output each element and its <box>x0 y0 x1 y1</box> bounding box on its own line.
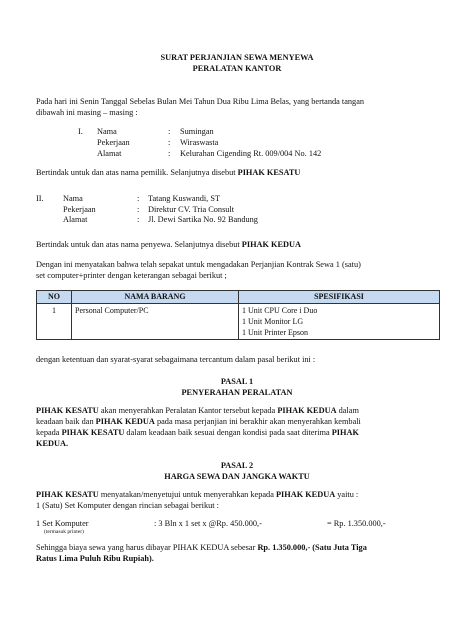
calc-result: = Rp. 1.350.000,- <box>327 519 386 528</box>
party1-statement <box>36 167 300 178</box>
agreement-line-1: Dengan ini menyatakan bahwa telah sepakat untuk mengadakan Perjanjian Kontrak Sewa 1 (satu) <box>36 260 361 269</box>
spec-line: 1 Unit Printer Epson <box>242 328 308 337</box>
pasal1-line-1 <box>36 405 440 416</box>
party1-address-sep: : <box>168 149 171 158</box>
pasal1-text: akan menyerahkan Peralatan Kantor tersebut kepada <box>98 406 278 415</box>
intro-line-2: dibawah ini masing – masing : <box>36 108 138 117</box>
party1-statement-text: Bertindak untuk dan atas nama pemilik. Selanjutnya disebut <box>36 168 238 177</box>
party1-ref: PIHAK KESATU <box>61 428 125 437</box>
party2-statement <box>36 239 301 250</box>
agreement-line-2: set computer+printer dengan keterangan sebagai berikut ; <box>36 271 227 280</box>
pasal2-line-2: 1 (Satu) Set Komputer dengan rincian sebagai berikut : <box>36 501 219 510</box>
column-header-item-name: NAMA BARANG <box>72 291 239 304</box>
party1-job-sep: : <box>168 138 171 147</box>
party2-designation: PIHAK KEDUA <box>241 240 301 249</box>
pasal2-text: menyatakan/menyetujui untuk menyerahkan kepada <box>98 490 276 499</box>
pasal1-line-3 <box>36 427 440 438</box>
pasal1-text: dalam <box>336 406 359 415</box>
party1-job-label: Pekerjaan <box>97 138 130 147</box>
party1-name-sep: : <box>168 127 171 136</box>
party1-name-label: Nama <box>97 127 117 136</box>
party2-ref: KEDUA. <box>36 439 69 448</box>
party1-ref: PIHAK KESATU <box>36 490 99 499</box>
total-amount: Rp. 1.350.000,- (Satu Juta Tiga <box>257 543 367 552</box>
party1-name-value: Sumingan <box>180 127 214 136</box>
pasal1-line-2 <box>36 416 440 427</box>
pasal1-text: pada masa perjanjian ini berakhir akan menyerahkan kembali <box>154 417 361 426</box>
conditions-text: dengan ketentuan dan syarat-syarat sebagaimana tercantum dalam pasal berikut ini : <box>36 355 316 364</box>
pasal1-subheading: PENYERAHAN PERALATAN <box>181 388 293 397</box>
total-text: Sehingga biaya sewa yang harus dibayar PIHAK KEDUA sebesar <box>36 543 258 552</box>
specification-cell <box>239 304 440 340</box>
party1-address-value: Kelurahan Cigending Rt. 009/004 No. 142 <box>180 149 322 158</box>
pasal1-text: kepada <box>36 428 62 437</box>
pasal1-heading: PASAL 1 <box>220 377 254 386</box>
pasal2-text: yaitu : <box>335 490 359 499</box>
calc-formula: : 3 Bln x 1 set x @Rp. 450.000,- <box>154 519 262 528</box>
party2-ref: PIHAK KEDUA <box>277 406 337 415</box>
column-header-specification: SPESIFIKASI <box>239 291 440 304</box>
party1-number: I. <box>78 127 83 136</box>
party2-address-label: Alamat <box>63 215 88 224</box>
equipment-table <box>36 290 440 340</box>
party2-name-sep: : <box>137 194 140 203</box>
table-row <box>37 304 440 340</box>
party2-ref: PIHAK <box>331 428 359 437</box>
party2-number: II. <box>36 194 44 203</box>
calc-note: (termasuk printer) <box>44 529 84 535</box>
party2-address-value: Jl. Dewi Sartika No. 92 Bandung <box>148 215 258 224</box>
party2-statement-text: Bertindak untuk dan atas nama penyewa. Selanjutnya disebut <box>36 240 242 249</box>
column-header-no: NO <box>37 291 72 304</box>
party1-ref: PIHAK KESATU <box>36 406 99 415</box>
party2-name-value: Tatang Kuswandi, ST <box>148 194 221 203</box>
pasal1-text: dalam keadaan baik sesuai dengan kondisi pada saat diterima <box>124 428 332 437</box>
party2-job-label: Pekerjaan <box>63 205 96 214</box>
spec-line: 1 Unit CPU Core i Duo <box>242 306 318 315</box>
total-line-2: Ratus Lima Puluh Ribu Rupiah). <box>36 554 154 563</box>
party1-designation: PIHAK KESATU <box>237 168 301 177</box>
party2-ref: PIHAK KEDUA <box>275 490 336 499</box>
party2-name-label: Nama <box>63 194 83 203</box>
item-name-cell: Personal Computer/PC <box>72 304 239 340</box>
pasal1-line-4 <box>36 438 440 449</box>
document-subtitle: PERALATAN KANTOR <box>192 64 282 73</box>
row-number-cell: 1 <box>37 304 72 340</box>
party1-address-label: Alamat <box>97 149 122 158</box>
table-header-row <box>37 291 440 304</box>
calc-item: 1 Set Komputer <box>36 519 89 528</box>
pasal2-heading: PASAL 2 <box>220 461 254 470</box>
pasal2-subheading: HARGA SEWA DAN JANGKA WAKTU <box>164 472 310 481</box>
party2-ref: PIHAK KEDUA <box>95 417 155 426</box>
party2-job-sep: : <box>137 205 140 214</box>
party1-job-value: Wiraswasta <box>180 138 219 147</box>
pasal1-text: keadaan baik dan <box>36 417 96 426</box>
party2-job-value: Direktur CV. Tria Consult <box>148 205 235 214</box>
pasal2-line-1 <box>36 489 440 500</box>
party2-address-sep: : <box>137 215 140 224</box>
spec-line: 1 Unit Monitor LG <box>242 317 304 326</box>
intro-line-1: Pada hari ini Senin Tanggal Sebelas Bulan Mei Tahun Dua Ribu Lima Belas, yang bertanda tangan <box>36 97 365 106</box>
total-line-1 <box>36 542 440 553</box>
document-title: SURAT PERJANJIAN SEWA MENYEWA <box>160 53 314 62</box>
